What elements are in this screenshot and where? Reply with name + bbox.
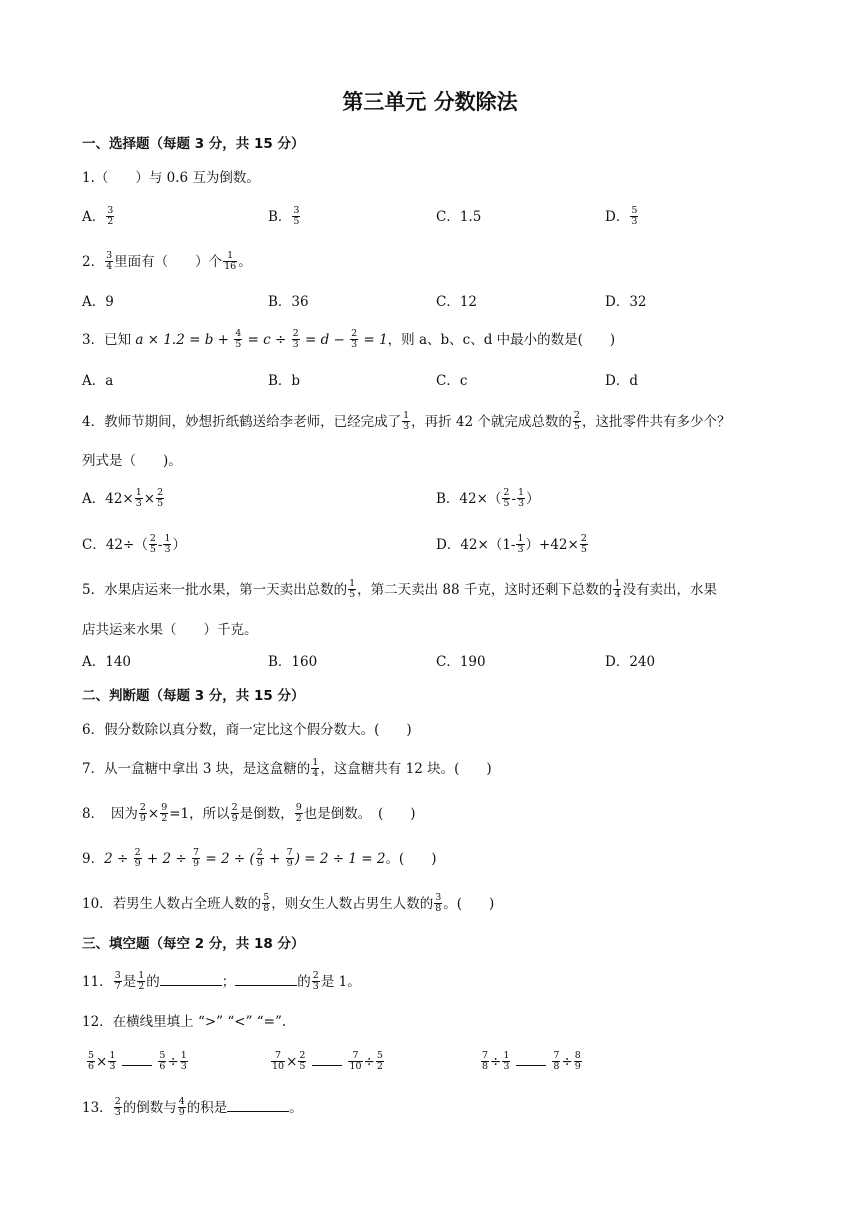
- q3-option-b: B．b: [268, 373, 301, 389]
- q2-option-b: B．36: [268, 294, 309, 310]
- answer-blank[interactable]: [516, 1055, 546, 1066]
- fraction: $\frac{1}{3}$: [518, 487, 525, 509]
- q1-option-a: A． $\frac{3}{2}$: [82, 205, 114, 227]
- question-1-stem: 1.（ ）与 0.6 互为倒数。: [82, 170, 260, 186]
- fraction: $\frac{2}{9}$: [134, 847, 141, 869]
- q12-expression-3: $\frac{7}{8}$ ÷ $\frac{1}{3}$ $\frac{7}{8}$ ÷ $\frac{8}{9}$: [482, 1050, 581, 1072]
- question-5-stem: 5．水果店运来一批水果，第一天卖出总数的 $\frac{1}{5}$ ，第二天卖出 88 千克，这时还剩下总数的 $\frac{1}{4}$ 没有卖出，水果: [82, 578, 717, 600]
- fraction: $\frac{8}{9}$: [574, 1050, 581, 1072]
- fraction: $\frac{5}{2}$: [376, 1050, 383, 1072]
- section-heading-fill: 三、填空题（每空 2 分，共 18 分）: [82, 936, 305, 952]
- q3-option-a: A．a: [82, 373, 114, 389]
- q1-option-c: C．1.5: [436, 209, 482, 225]
- q3-option-c: C．c: [436, 373, 468, 389]
- answer-blank[interactable]: [312, 1055, 342, 1066]
- answer-blank[interactable]: [122, 1055, 152, 1066]
- fraction: $\frac{9}{2}$: [295, 802, 302, 824]
- fraction: $\frac{2}{5}$: [299, 1050, 306, 1072]
- fraction: $\frac{7}{10}$: [272, 1050, 285, 1072]
- question-7: 7．从一盒糖中拿出 3 块，是这盒糖的 $\frac{1}{4}$ ，这盒糖共有 12 块。( ): [82, 757, 492, 779]
- q2-option-c: C．12: [436, 294, 478, 310]
- fraction: $\frac{2}{9}$: [256, 847, 263, 869]
- fraction: $\frac{1}{3}$: [135, 487, 142, 509]
- q4-option-b: B．42×（ $\frac{2}{5}$ - $\frac{1}{3}$ ）: [436, 487, 540, 509]
- answer-blank[interactable]: [227, 1099, 289, 1112]
- fraction: $\frac{2}{5}$: [157, 487, 164, 509]
- q5-option-d: D．240: [605, 654, 656, 670]
- question-5-line2: 店共运来水果（ ）千克。: [82, 622, 258, 638]
- fraction: $\frac{2}{5}$: [573, 410, 580, 432]
- q4-option-a: A．42× $\frac{1}{3}$ × $\frac{2}{5}$: [82, 487, 164, 509]
- section-heading-judge: 二、判断题（每题 3 分，共 15 分）: [82, 688, 305, 704]
- fraction: $\frac{5}{3}$: [631, 205, 638, 227]
- fraction: $\frac{7}{10}$: [349, 1050, 362, 1072]
- fraction: $\frac{5}{6}$: [159, 1050, 166, 1072]
- fraction: $\frac{1}{5}$: [349, 578, 356, 600]
- q2-option-a: A．9: [82, 294, 114, 310]
- fraction: $\frac{2}{5}$: [580, 533, 587, 555]
- question-4-stem: 4．教师节期间，妙想折纸鹤送给李老师，已经完成了 $\frac{1}{3}$ ，再折 42 个就完成总数的 $\frac{2}{5}$ ，这批零件共有多少个？: [82, 410, 731, 432]
- fraction: $\frac{1}{16}$: [224, 250, 237, 272]
- answer-blank[interactable]: [160, 973, 222, 986]
- question-8: 8． 因为 $\frac{2}{9}$ × $\frac{9}{2}$ =1，所以 $\frac{2}{9}$ 是倒数， $\frac{9}{2}$ 也是倒数。 ( ): [82, 802, 416, 824]
- fraction: $\frac{5}{6}$: [88, 1050, 95, 1072]
- question-9: 9．2 ÷ $\frac{2}{9}$ + 2 ÷ $\frac{7}{9}$ = 2 ÷ ( $\frac{2}{9}$ + $\frac{7}{9}$ ) = 2 ÷ 1 = 2。( ): [82, 847, 437, 869]
- q5-option-c: C．190: [436, 654, 486, 670]
- q3-option-d: D．d: [605, 373, 638, 389]
- answer-blank[interactable]: [235, 973, 297, 986]
- fraction: $\frac{2}{9}$: [231, 802, 238, 824]
- question-11: 11． $\frac{3}{7}$ 是 $\frac{1}{2}$ 的 ； 的 $\frac{2}{3}$ 是 1。: [82, 970, 361, 992]
- fraction: $\frac{4}{5}$: [235, 328, 242, 350]
- q2-option-d: D．32: [605, 294, 647, 310]
- fraction: $\frac{3}{2}$: [107, 205, 114, 227]
- fraction: $\frac{2}{3}$: [114, 1096, 121, 1118]
- q4-option-d: D．42×（1- $\frac{1}{3}$ ）+42× $\frac{2}{5}$: [436, 533, 587, 555]
- question-13: 13． $\frac{2}{3}$ 的倒数与 $\frac{4}{9}$ 的积是 。: [82, 1096, 303, 1118]
- q12-expression-2: $\frac{7}{10}$ × $\frac{2}{5}$ $\frac{7}{10}$ ÷ $\frac{5}{2}$: [272, 1050, 383, 1072]
- fraction: $\frac{2}{3}$: [312, 970, 319, 992]
- fraction: $\frac{7}{8}$: [553, 1050, 560, 1072]
- question-6: 6．假分数除以真分数，商一定比这个假分数大。( ): [82, 722, 412, 738]
- fraction: $\frac{7}{9}$: [286, 847, 293, 869]
- section-heading-choice: 一、选择题（每题 3 分，共 15 分）: [82, 136, 305, 152]
- fraction: $\frac{1}{3}$: [109, 1050, 116, 1072]
- q5-option-a: A．140: [82, 654, 132, 670]
- fraction: $\frac{1}{3}$: [517, 533, 524, 555]
- fraction: $\frac{1}{3}$: [164, 533, 171, 555]
- q12-expression-1: $\frac{5}{6}$ × $\frac{1}{3}$ $\frac{5}{6}$ ÷ $\frac{1}{3}$: [88, 1050, 187, 1072]
- question-10: 10．若男生人数占全班人数的 $\frac{5}{8}$ ，则女生人数占男生人数的 $\frac{3}{8}$ 。( ): [82, 892, 495, 914]
- fraction: $\frac{2}{3}$: [351, 328, 358, 350]
- question-4-line2: 列式是（ )。: [82, 453, 182, 469]
- fraction: $\frac{7}{9}$: [193, 847, 200, 869]
- fraction: $\frac{5}{8}$: [263, 892, 270, 914]
- fraction: $\frac{9}{2}$: [161, 802, 168, 824]
- fraction: $\frac{7}{8}$: [482, 1050, 489, 1072]
- fraction: $\frac{3}{5}$: [293, 205, 300, 227]
- q5-option-b: B．160: [268, 654, 318, 670]
- q1-option-d: D． $\frac{5}{3}$: [605, 205, 638, 227]
- fraction: $\frac{1}{2}$: [138, 970, 145, 992]
- fraction: $\frac{1}{4}$: [614, 578, 621, 600]
- question-3-stem: 3．已知 a × 1.2 = b + $\frac{4}{5}$ = c ÷ $\frac{2}{3}$ = d − $\frac{2}{3}$ = 1，则 a、b、c、d 中最小的数是( ): [82, 328, 616, 350]
- fraction: $\frac{2}{3}$: [292, 328, 299, 350]
- q1-option-b: B． $\frac{3}{5}$: [268, 205, 300, 227]
- fraction: $\frac{3}{8}$: [435, 892, 442, 914]
- fraction: $\frac{2}{5}$: [149, 533, 156, 555]
- question-12-stem: 12．在横线里填上 “>” “<” “=”.: [82, 1014, 287, 1030]
- fraction: $\frac{1}{3}$: [180, 1050, 187, 1072]
- fraction: $\frac{3}{4}$: [106, 250, 113, 272]
- fraction: $\frac{4}{9}$: [178, 1096, 185, 1118]
- q4-option-c: C．42÷（ $\frac{2}{5}$ - $\frac{1}{3}$ ）: [82, 533, 186, 555]
- page-title: 第三单元 分数除法: [342, 90, 518, 114]
- fraction: $\frac{1}{3}$: [503, 1050, 510, 1072]
- fraction: $\frac{2}{5}$: [503, 487, 510, 509]
- question-2-stem: 2． $\frac{3}{4}$ 里面有（ ）个 $\frac{1}{16}$ 。: [82, 250, 252, 272]
- fraction: $\frac{2}{9}$: [139, 802, 146, 824]
- fraction: $\frac{3}{7}$: [114, 970, 121, 992]
- fraction: $\frac{1}{4}$: [312, 757, 319, 779]
- fraction: $\frac{1}{3}$: [403, 410, 410, 432]
